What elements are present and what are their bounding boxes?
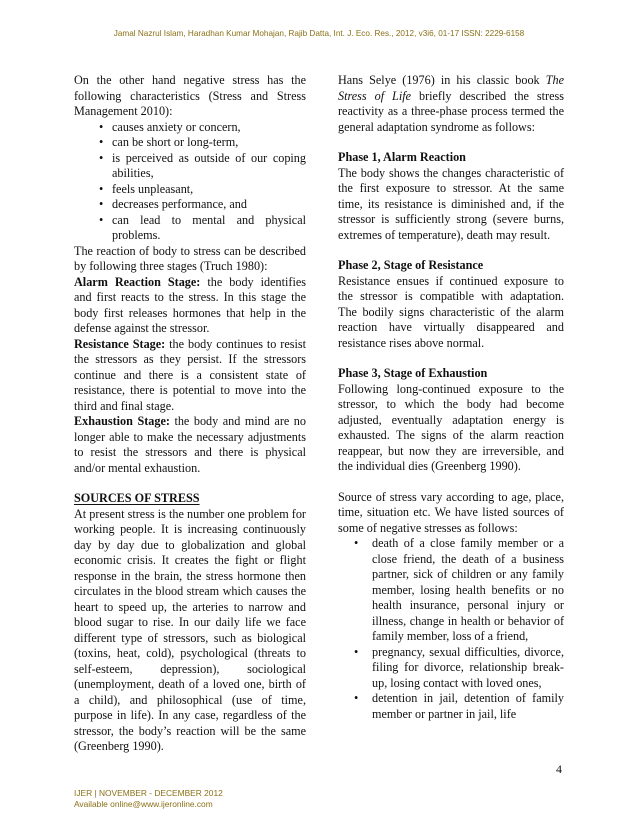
page-number: 4 (556, 762, 562, 776)
list-item: • pregnancy, sexual difficulties, divorce, filing for divorce, relationship break-up, losing contact with loved ones, (338, 645, 564, 692)
stage-label: Resistance Stage: (74, 336, 166, 351)
stages-intro: The reaction of body to stress can be described by following three stages (Truch 1980): (74, 243, 306, 273)
list-item: • can lead to mental and physical problems. (74, 213, 306, 244)
phase-text: The body shows the changes characteristic of the first exposure to stressor. At the same time, its resistance is diminished and, if the stressor is sufficiently strong (severe burns, extremes of temperature), death may result. (338, 165, 564, 242)
stage-label: Alarm Reaction Stage: (74, 274, 201, 289)
stage-text: the body identifies and first reacts to the stress. In this stage the body first releases hormones that help in the defense against the stressor. (74, 274, 306, 335)
stage-text: the body and mind are no longer able to make the necessary adjustments to resist the stressors and there is physical and/or mental exhaustion. (74, 414, 306, 475)
negative-characteristics-list (74, 120, 306, 244)
resistance-stage-paragraph (74, 337, 306, 415)
phase-text: Resistance ensues if continued exposure to the stressor is compatible with adaptation. The bodily signs characteristic of the alarm reaction have virtually disappeared and resistance rises above normal. (338, 273, 564, 350)
footer-online-line: Available online@www.ijeronline.com (74, 799, 213, 809)
selye-text-after: briefly described the stress reactivity as a three-phase process termed the general adaptation syndrome as follows: (338, 88, 565, 134)
left-column (74, 73, 306, 755)
sources-list (338, 536, 564, 722)
list-item: • death of a close family member or a close friend, the death of a business partner, sick of children or any family member, losing health benefits or no health insurance, personal injury or illness, change in health or behavior of family member, loss of a friend, (338, 536, 564, 645)
negative-stress-intro: On the other hand negative stress has the following characteristics (Stress and Stress Management 2010): (74, 73, 306, 118)
list-item: • decreases performance, and (74, 197, 306, 213)
phase-title: Phase 1, Alarm Reaction (338, 150, 466, 164)
footer-journal-line: IJER | NOVEMBER - DECEMBER 2012 (74, 788, 223, 798)
sources-of-stress-heading: SOURCES OF STRESS (74, 491, 200, 505)
book-title: The Stress of Life (338, 73, 564, 103)
selye-paragraph (338, 73, 564, 135)
running-header: Jamal Nazrul Islam, Haradhan Kumar Mohajan, Rajib Datta, Int. J. Eco. Res., 2012, v3i6, 01-17 ISSN: 2229-6158 (113, 29, 525, 38)
alarm-stage-paragraph (74, 275, 306, 337)
selye-text-before: Hans Selye (1976) in his classic book (338, 73, 546, 87)
exhaustion-stage-paragraph (74, 414, 306, 476)
sources-paragraph: At present stress is the number one problem for working people. It is increasing continuously day by day due to globalization and global economic crisis. It creates the fight or flight response in the brain, the stress hormone then circulates in the blood stream which causes the heart to speed up, the arteries to narrow and blood sugar to rise. In our daily life we face different type of stressors, such as biological (toxins, heat, cold), psychological (threats to self-esteem, depression), sociological (unemployment, death of a loved one, birth of a child), and philosophical (use of time, purpose in life). In any case, regardless of the stressor, the body’s reaction will be the same (Greenberg 1990). (74, 506, 306, 753)
right-column (338, 73, 564, 722)
list-item: • can be short or long-term, (74, 135, 306, 151)
sources-intro: Source of stress vary according to age, place, time, situation etc. We have listed sources of some of negative stresses as follows: (338, 489, 564, 535)
footer (74, 788, 223, 810)
list-item: • causes anxiety or concern, (74, 120, 306, 136)
phase-title: Phase 2, Stage of Resistance (338, 258, 484, 272)
list-item: • feels unpleasant, (74, 182, 306, 198)
phase-title: Phase 3, Stage of Exhaustion (338, 366, 488, 380)
list-item: • detention in jail, detention of family member or partner in jail, life (338, 691, 564, 722)
stage-text: the body continues to resist the stressors as they persist. If the stressors continue and there is a consistent state of resistance, there is potential to move into the third and final stage. (74, 336, 307, 413)
list-item: • is perceived as outside of our coping abilities, (74, 151, 306, 182)
stage-label: Exhaustion Stage: (74, 414, 170, 428)
phase-text: Following long-continued exposure to the stressor, to which the body had become adjusted, eventually adaptation energy is exhausted. The signs of the alarm reaction reappear, but now they are irreversible, and the individual dies (Greenberg 1990). (338, 381, 564, 473)
